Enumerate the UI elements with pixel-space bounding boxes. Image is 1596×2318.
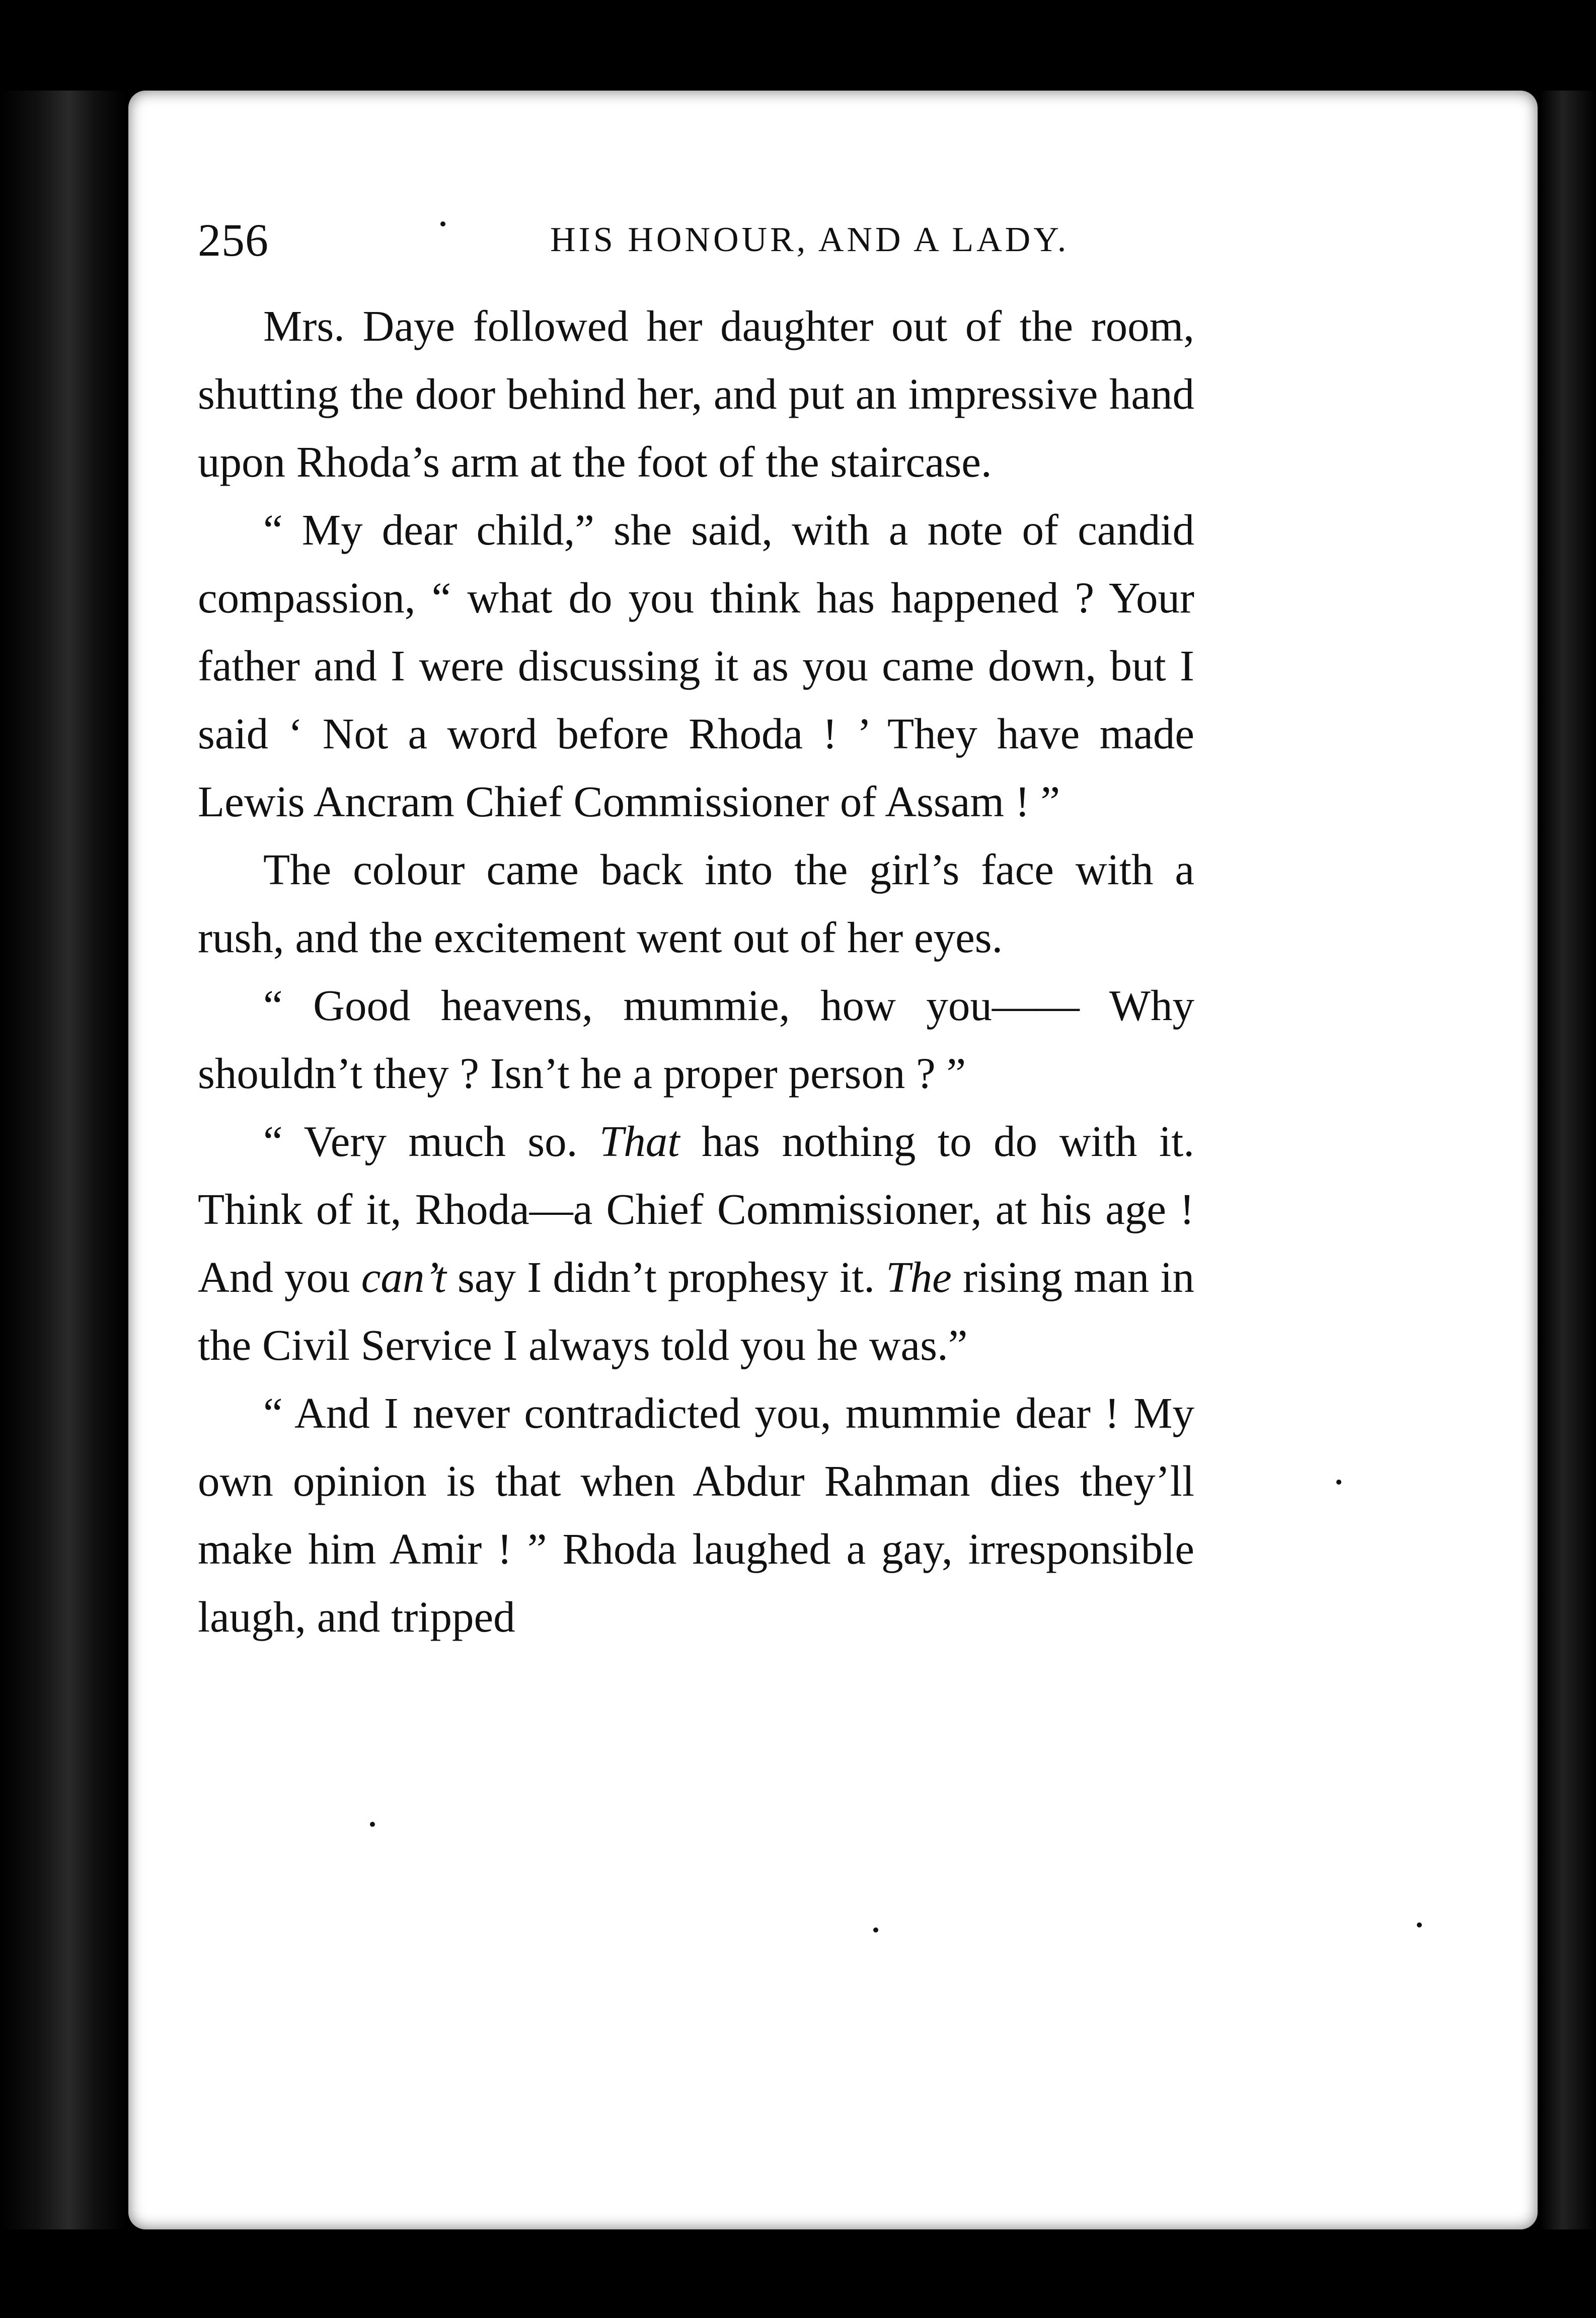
italic-text: That bbox=[599, 1117, 680, 1166]
paragraph: “ Good heavens, mummie, how you—— Why shouldn’t they ? Isn’t he a proper person ? ” bbox=[198, 981, 1194, 1098]
paragraph: “ And I never contradicted you, mummie dear ! My own opinion is that when Abdur Rahman dies they’ll make him Amir ! ” Rhoda laughed a gay, irresponsible laugh, and tripped bbox=[198, 1388, 1194, 1641]
right-book-edge bbox=[1540, 91, 1596, 2229]
ink-speck bbox=[370, 1822, 375, 1827]
paragraph-text: “ Very much so. bbox=[263, 1117, 599, 1166]
paragraph-text: say I didn’t prophesy it. bbox=[446, 1253, 886, 1301]
paragraph-text: rising man in the Civil Service I always told you he was.” bbox=[198, 1253, 1194, 1369]
paragraph: “ My dear child,” she said, with a note of candid compassion, “ what do you think has happened ? Your father and I were discussing it as you came down, but I said ‘ Not a word before Rhoda ! ’ They have made Lewis Ancram Chief Commissioner of Assam ! ” bbox=[198, 505, 1194, 826]
paragraph-text: has nothing to do with it. Think of it, Rhoda—a Chief Commissioner, at his age ! And you bbox=[198, 1117, 1194, 1301]
page-number: 256 bbox=[198, 214, 269, 266]
running-title: HIS HONOUR, AND A LADY. bbox=[550, 220, 1070, 259]
italic-text: can’t bbox=[361, 1253, 446, 1301]
italic-text: The bbox=[886, 1253, 952, 1301]
ink-speck bbox=[1336, 1480, 1341, 1485]
paragraph: Mrs. Daye followed her daughter out of the room, shutting the door behind her, and put an impressive hand upon Rhoda’s arm at the foot of the staircase. bbox=[198, 301, 1194, 486]
paragraph: The colour came back into the girl’s face with a rush, and the excitement went out of her eyes. bbox=[198, 845, 1194, 962]
ink-speck bbox=[1417, 1922, 1422, 1927]
page-header bbox=[198, 207, 1184, 273]
paragraph bbox=[198, 1107, 1194, 1379]
ink-speck bbox=[873, 1927, 878, 1933]
body-text bbox=[198, 292, 1194, 1651]
left-book-edge bbox=[0, 91, 126, 2229]
